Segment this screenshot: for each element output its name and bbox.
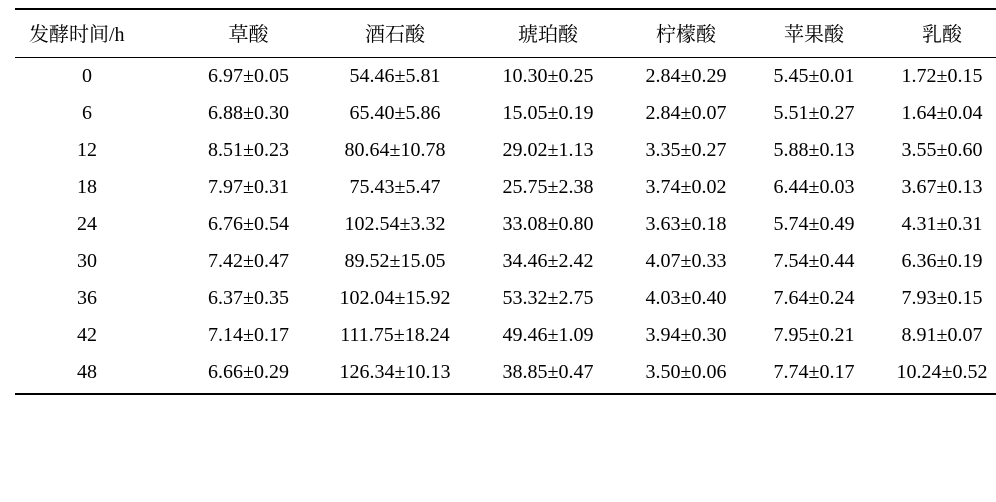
cell-lactic-acid: 6.36±0.19 bbox=[901, 250, 983, 272]
table-row bbox=[15, 169, 996, 206]
cell-oxalic-acid: 7.14±0.17 bbox=[208, 324, 289, 346]
table-header-row bbox=[15, 9, 996, 58]
cell-malic-acid: 7.74±0.17 bbox=[750, 354, 878, 394]
column-header-tartaric-acid: 酒石酸 bbox=[316, 9, 474, 58]
column-header-malic-acid: 苹果酸 bbox=[750, 9, 878, 58]
cell-fermentation-time: 42 bbox=[77, 324, 97, 346]
cell-lactic-acid: 3.55±0.60 bbox=[901, 139, 983, 161]
cell-tartaric-acid: 111.75±18.24 bbox=[340, 324, 450, 346]
cell-tartaric-acid: 126.34±10.13 bbox=[316, 354, 474, 394]
cell-citric-acid: 3.94±0.30 bbox=[645, 324, 727, 346]
cell-succinic-acid: 29.02±1.13 bbox=[502, 139, 594, 161]
cell-malic-acid: 5.51±0.27 bbox=[773, 102, 855, 124]
cell-oxalic-acid: 6.76±0.54 bbox=[208, 213, 289, 235]
cell-oxalic-acid: 7.97±0.31 bbox=[208, 176, 289, 198]
cell-fermentation-time: 12 bbox=[77, 139, 97, 161]
cell-fermentation-time: 36 bbox=[77, 287, 97, 309]
cell-malic-acid: 7.95±0.21 bbox=[773, 324, 855, 346]
cell-malic-acid: 7.54±0.44 bbox=[773, 250, 855, 272]
cell-malic-acid: 6.44±0.03 bbox=[773, 176, 855, 198]
cell-oxalic-acid: 6.97±0.05 bbox=[208, 65, 289, 87]
cell-citric-acid: 2.84±0.29 bbox=[645, 65, 727, 87]
column-header-succinic-acid: 琥珀酸 bbox=[474, 9, 622, 58]
cell-succinic-acid: 38.85±0.47 bbox=[474, 354, 622, 394]
cell-fermentation-time: 6 bbox=[82, 102, 92, 124]
column-header-oxalic-acid: 草酸 bbox=[181, 9, 316, 58]
cell-fermentation-time: 0 bbox=[82, 65, 92, 87]
cell-lactic-acid: 1.64±0.04 bbox=[901, 102, 983, 124]
cell-tartaric-acid: 89.52±15.05 bbox=[344, 250, 446, 272]
table-row bbox=[15, 317, 996, 354]
table-row bbox=[15, 58, 996, 96]
cell-tartaric-acid: 65.40±5.86 bbox=[349, 102, 441, 124]
cell-lactic-acid: 10.24±0.52 bbox=[878, 354, 996, 394]
table-row bbox=[15, 206, 996, 243]
table-row bbox=[15, 280, 996, 317]
cell-oxalic-acid: 7.42±0.47 bbox=[208, 250, 289, 272]
cell-succinic-acid: 33.08±0.80 bbox=[502, 213, 594, 235]
table-row bbox=[15, 132, 996, 169]
cell-lactic-acid: 3.67±0.13 bbox=[901, 176, 983, 198]
cell-succinic-acid: 15.05±0.19 bbox=[502, 102, 594, 124]
cell-citric-acid: 3.50±0.06 bbox=[622, 354, 750, 394]
table-row bbox=[15, 354, 996, 394]
cell-citric-acid: 3.35±0.27 bbox=[645, 139, 727, 161]
cell-malic-acid: 7.64±0.24 bbox=[773, 287, 855, 309]
cell-succinic-acid: 49.46±1.09 bbox=[502, 324, 594, 346]
cell-lactic-acid: 4.31±0.31 bbox=[901, 213, 983, 235]
cell-succinic-acid: 10.30±0.25 bbox=[502, 65, 594, 87]
cell-lactic-acid: 7.93±0.15 bbox=[901, 287, 983, 309]
cell-tartaric-acid: 102.54±3.32 bbox=[344, 213, 446, 235]
cell-tartaric-acid: 80.64±10.78 bbox=[344, 139, 446, 161]
cell-succinic-acid: 34.46±2.42 bbox=[502, 250, 594, 272]
cell-oxalic-acid: 8.51±0.23 bbox=[208, 139, 289, 161]
table-header bbox=[15, 9, 996, 58]
column-header-lactic-acid: 乳酸 bbox=[878, 9, 996, 58]
cell-malic-acid: 5.88±0.13 bbox=[773, 139, 855, 161]
column-header-fermentation-time: 发酵时间/h bbox=[15, 9, 181, 58]
cell-citric-acid: 2.84±0.07 bbox=[645, 102, 727, 124]
cell-malic-acid: 5.45±0.01 bbox=[773, 65, 855, 87]
table-row bbox=[15, 95, 996, 132]
cell-tartaric-acid: 75.43±5.47 bbox=[349, 176, 441, 198]
column-header-citric-acid: 柠檬酸 bbox=[622, 9, 750, 58]
cell-malic-acid: 5.74±0.49 bbox=[773, 213, 855, 235]
organic-acid-table-container bbox=[0, 8, 996, 502]
cell-fermentation-time: 30 bbox=[77, 250, 97, 272]
table-row bbox=[15, 243, 996, 280]
cell-lactic-acid: 8.91±0.07 bbox=[901, 324, 983, 346]
cell-oxalic-acid: 6.88±0.30 bbox=[208, 102, 289, 124]
organic-acid-table bbox=[15, 8, 996, 395]
cell-citric-acid: 4.07±0.33 bbox=[645, 250, 727, 272]
cell-fermentation-time: 18 bbox=[77, 176, 97, 198]
cell-tartaric-acid: 54.46±5.81 bbox=[349, 65, 441, 87]
cell-lactic-acid: 1.72±0.15 bbox=[901, 65, 983, 87]
cell-tartaric-acid: 102.04±15.92 bbox=[339, 287, 451, 309]
cell-oxalic-acid: 6.66±0.29 bbox=[181, 354, 316, 394]
cell-citric-acid: 3.63±0.18 bbox=[645, 213, 727, 235]
cell-succinic-acid: 53.32±2.75 bbox=[502, 287, 594, 309]
cell-fermentation-time: 48 bbox=[15, 354, 181, 394]
cell-oxalic-acid: 6.37±0.35 bbox=[208, 287, 289, 309]
cell-citric-acid: 4.03±0.40 bbox=[645, 287, 727, 309]
table-body bbox=[15, 58, 996, 395]
cell-fermentation-time: 24 bbox=[77, 213, 97, 235]
cell-succinic-acid: 25.75±2.38 bbox=[502, 176, 594, 198]
cell-citric-acid: 3.74±0.02 bbox=[645, 176, 727, 198]
